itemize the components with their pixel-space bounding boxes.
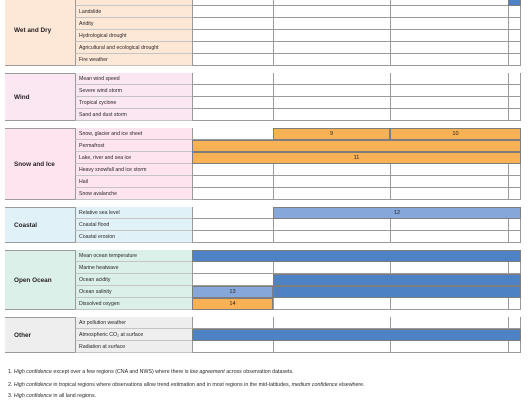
- category-label: Other: [14, 331, 32, 339]
- table-cell: [390, 85, 508, 97]
- table-row: [75, 341, 521, 353]
- row-label: Coastal flood: [75, 219, 192, 231]
- confidence-bar: 13: [192, 286, 273, 298]
- footnote: [8, 393, 96, 399]
- table-cell: [390, 6, 508, 18]
- table-cell: [273, 6, 390, 18]
- confidence-bar: 14: [192, 298, 273, 310]
- table-cell: [508, 164, 521, 176]
- table-cell: [192, 18, 273, 30]
- table-cell: [273, 176, 390, 188]
- footnote: [8, 369, 294, 375]
- confidence-bar: [192, 329, 521, 341]
- confidence-bar: 9: [273, 128, 390, 140]
- table-cell: [192, 188, 273, 200]
- table-cell: [273, 164, 390, 176]
- footnote-text: elsewhere.: [337, 382, 365, 388]
- row-label: Mean wind speed: [75, 73, 192, 85]
- table-row: [75, 262, 521, 274]
- category-label: Coastal: [14, 221, 38, 229]
- confidence-bar: 10: [390, 128, 521, 140]
- row-label: Permafrost: [75, 140, 192, 152]
- footnote-emphasis: medium confidence: [291, 382, 338, 388]
- table-cell: [273, 85, 390, 97]
- table-cell: [390, 219, 508, 231]
- row-label: Ocean salinity: [75, 286, 192, 298]
- table-cell: [273, 18, 390, 30]
- footnote-number: 1.: [8, 369, 13, 375]
- row-label: Fire weather: [75, 54, 192, 66]
- category-label: Snow and Ice: [14, 160, 55, 168]
- table-cell: [508, 30, 521, 42]
- table-cell: [390, 42, 508, 54]
- table-cell: [390, 298, 508, 310]
- table-cell: [273, 298, 390, 310]
- row-label: Relative sea level: [75, 207, 192, 219]
- table-cell: [390, 54, 508, 66]
- table-cell: [273, 219, 390, 231]
- row-label: Mean ocean temperature: [75, 250, 192, 262]
- table-cell: [508, 97, 521, 109]
- row-label: Atmospheric CO₂ at surface: [75, 329, 192, 341]
- table-cell: [390, 30, 508, 42]
- row-label: Radiation at surface: [75, 341, 192, 353]
- footnote-emphasis: High confidence: [13, 369, 52, 375]
- table-cell: [273, 188, 390, 200]
- table-cell: [192, 30, 273, 42]
- row-label: Snow, glacier and ice sheet: [75, 128, 192, 140]
- table-cell: [508, 231, 521, 243]
- table-row: [75, 207, 521, 219]
- confidence-bar: [192, 140, 521, 152]
- category-open-ocean: [5, 250, 75, 310]
- table-cell: [192, 176, 273, 188]
- row-label: Coastal erosion: [75, 231, 192, 243]
- row-label: Lake, river and sea ice: [75, 152, 192, 164]
- row-label: Hail: [75, 176, 192, 188]
- table-cell: [192, 42, 273, 54]
- table-cell: [508, 42, 521, 54]
- table-cell: [390, 231, 508, 243]
- table-cell: [192, 317, 273, 329]
- table-cell: [508, 73, 521, 85]
- row-label: Agricultural and ecological drought: [75, 42, 192, 54]
- category-wet-and-dry: [5, 0, 75, 66]
- table-row: [75, 128, 521, 140]
- table-cell: [273, 97, 390, 109]
- table-row: [75, 329, 521, 341]
- table-cell: [273, 231, 390, 243]
- row-label: Sand and dust storm: [75, 109, 192, 121]
- table-row: [75, 97, 521, 109]
- table-row: [75, 231, 521, 243]
- table-row: [75, 54, 521, 66]
- table-cell: [390, 164, 508, 176]
- footnote-text: across observation datasets.: [224, 369, 294, 375]
- footnote-emphasis: High confidence: [13, 382, 52, 388]
- footnote-text: except over a few regions (CNA and NWS) where there is: [51, 369, 190, 375]
- footnote-number: 3.: [8, 393, 13, 399]
- table-cell: [192, 219, 273, 231]
- table-cell: [390, 317, 508, 329]
- table-cell: [273, 42, 390, 54]
- category-snow-and-ice: [5, 128, 75, 200]
- table-row: [75, 164, 521, 176]
- row-label: Snow avalanche: [75, 188, 192, 200]
- table-cell: [273, 109, 390, 121]
- table-cell: [192, 54, 273, 66]
- confidence-bar: [192, 250, 521, 262]
- row-label: Landslide: [75, 6, 192, 18]
- category-wind: [5, 73, 75, 121]
- table-row: [75, 140, 521, 152]
- row-label: Severe wind storm: [75, 85, 192, 97]
- row-label: Air pollution weather: [75, 317, 192, 329]
- table-cell: [508, 262, 521, 274]
- table-row: [75, 30, 521, 42]
- table-row: [75, 286, 521, 298]
- category-label: Wet and Dry: [14, 26, 52, 34]
- table-cell: [273, 262, 390, 274]
- table-cell: [508, 18, 521, 30]
- table-cell: [192, 274, 273, 286]
- table-cell: [273, 54, 390, 66]
- table-cell: [192, 85, 273, 97]
- footnote-text: in tropical regions where observations allow trend estimation and in most regions in the mid-latitudes,: [51, 382, 292, 388]
- category-label: Open Ocean: [14, 276, 52, 284]
- table-row: [75, 85, 521, 97]
- table-row: [75, 298, 521, 310]
- confidence-bar: 12: [273, 207, 521, 219]
- table-row: [75, 18, 521, 30]
- table-cell: [273, 317, 390, 329]
- table-row: [75, 73, 521, 85]
- category-coastal: [5, 207, 75, 243]
- row-label: Hydrological drought: [75, 30, 192, 42]
- confidence-bar: 11: [192, 152, 521, 164]
- table-cell: [192, 341, 273, 353]
- table-row: [75, 6, 521, 18]
- table-cell: [390, 341, 508, 353]
- table-row: [75, 42, 521, 54]
- table-cell: [508, 298, 521, 310]
- table-cell: [508, 176, 521, 188]
- table-row: [75, 274, 521, 286]
- table-cell: [192, 207, 273, 219]
- table-cell: [192, 231, 273, 243]
- table-cell: [508, 317, 521, 329]
- category-label: Wind: [14, 93, 30, 101]
- table-cell: [192, 164, 273, 176]
- footnote: [8, 382, 365, 388]
- table-cell: [273, 341, 390, 353]
- table-cell: [390, 262, 508, 274]
- table-cell: [390, 97, 508, 109]
- table-cell: [192, 109, 273, 121]
- table-cell: [508, 188, 521, 200]
- table-row: [75, 188, 521, 200]
- table-cell: [390, 176, 508, 188]
- confidence-bar: [273, 274, 521, 286]
- row-label: Heavy snowfall and ice storm: [75, 164, 192, 176]
- table-cell: [192, 97, 273, 109]
- table-cell: [192, 73, 273, 85]
- table-cell: [508, 6, 521, 18]
- table-cell: [192, 6, 273, 18]
- table-cell: [390, 18, 508, 30]
- row-label: Marine heatwave: [75, 262, 192, 274]
- table-cell: [273, 30, 390, 42]
- table-cell: [192, 128, 273, 140]
- row-label: Aridity: [75, 18, 192, 30]
- table-cell: [508, 341, 521, 353]
- table-row: [75, 176, 521, 188]
- footnote-text: in all land regions.: [51, 393, 97, 399]
- table-cell: [390, 73, 508, 85]
- table-row: [75, 152, 521, 164]
- footnote-emphasis: High confidence: [13, 393, 52, 399]
- table-cell: [508, 109, 521, 121]
- row-label: Dissolved oxygen: [75, 298, 192, 310]
- table-cell: [273, 73, 390, 85]
- footnote-emphasis: low agreement: [189, 369, 225, 375]
- confidence-bar: [273, 286, 521, 298]
- table-cell: [508, 219, 521, 231]
- footnote-number: 2.: [8, 382, 13, 388]
- table-row: [75, 109, 521, 121]
- table-cell: [390, 188, 508, 200]
- table-row: [75, 219, 521, 231]
- category-other: [5, 317, 75, 353]
- table-row: [75, 317, 521, 329]
- row-label: Ocean acidity: [75, 274, 192, 286]
- table-cell: [192, 262, 273, 274]
- table-cell: [508, 85, 521, 97]
- table-cell: [508, 54, 521, 66]
- table-row: [75, 250, 521, 262]
- row-label: Tropical cyclone: [75, 97, 192, 109]
- table-cell: [390, 109, 508, 121]
